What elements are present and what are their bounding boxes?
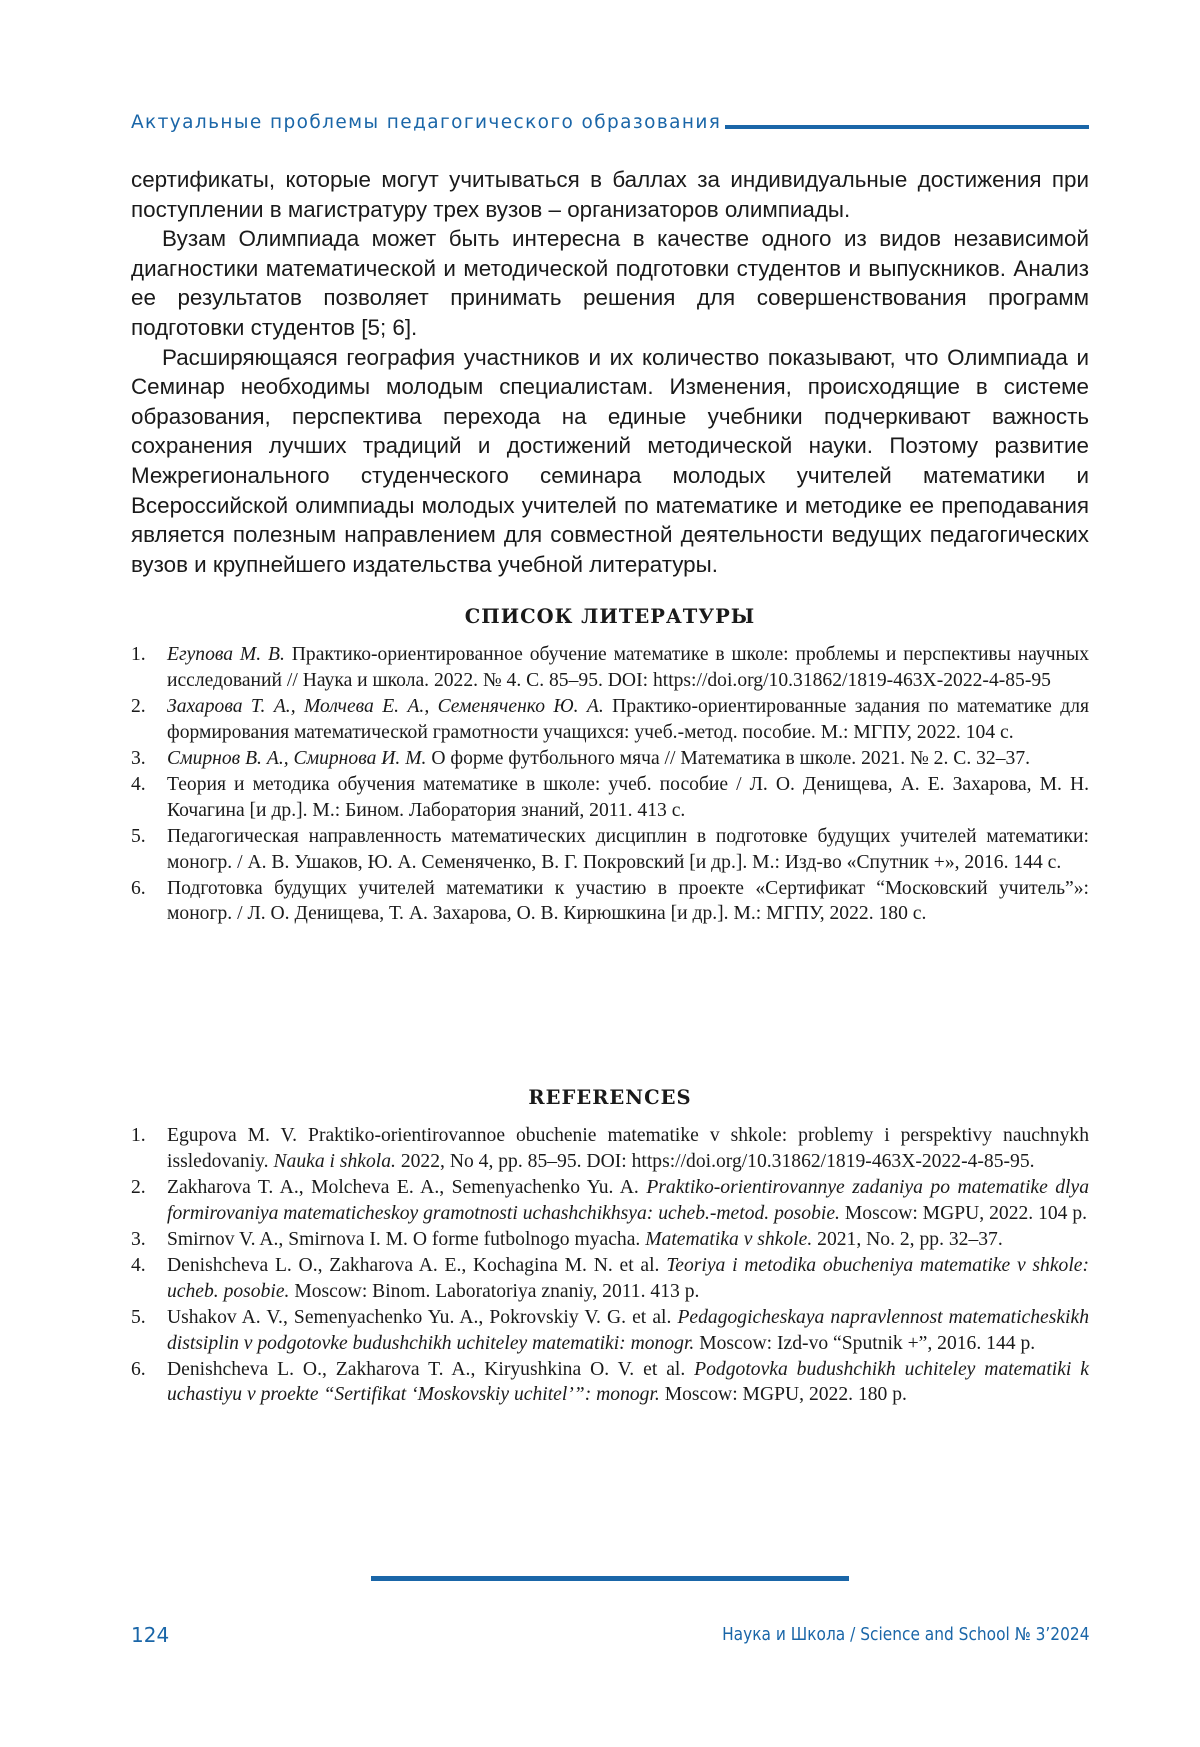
- body-paragraph: сертификаты, которые могут учитываться в баллах за индивидуальные достижения при поступлении в магистратуру трех вузов – организаторов олимпиады.: [131, 167, 1089, 222]
- reference-authors: Смирнов В. А., Смирнова И. М.: [167, 748, 427, 770]
- reference-part: Moscow: Izd-vo “Sputnik +”, 2016. 144 p.: [694, 1332, 1036, 1354]
- reference-part: Moscow: Binom. Laboratoriya znaniy, 2011. 413 p.: [289, 1280, 700, 1302]
- reference-number: 1.: [131, 1125, 146, 1147]
- reference-item: [131, 1253, 1089, 1304]
- reference-part: Smirnov V. A., Smirnova I. M. O forme futbolnogo myacha.: [167, 1229, 646, 1251]
- reference-text: [167, 1227, 1089, 1252]
- reference-part: Egupova M. V. Praktiko-orientirovannoe obuchenie matematike v shkole: problemy i perspektivy nauchnykh issledovaniy.: [167, 1125, 1089, 1172]
- reference-item: [131, 1357, 1089, 1408]
- reference-authors: Захарова Т. А., Молчева Е. А., Семеняченко Ю. А.: [167, 696, 604, 718]
- references-ru-title: СПИСОК ЛИТЕРАТУРЫ: [464, 605, 756, 628]
- reference-item: [131, 772, 1089, 823]
- reference-text: Теория и методика обучения математике в школе: учеб. пособие / Л. О. Денищева, А. Е. Захарова, М. Н. Кочагина [и др.]. М.: Бином. Лаборатория знаний, 2011. 413 с.: [167, 774, 1089, 821]
- reference-item: [131, 642, 1089, 693]
- reference-text: Педагогическая направленность математических дисциплин в подготовке будущих учителей математики: моногр. / А. В. Ушаков, Ю. А. Семеняченко, В. Г. Покровский [и др.]. М.: Изд-во «Спутник +», 2016. 144 с.: [167, 826, 1089, 873]
- reference-item: [131, 1227, 1089, 1252]
- reference-number: 4.: [131, 774, 146, 796]
- reference-source: Pedagogicheskaya napravlennost matematicheskikh distsiplin v podgotovke budushchikh uchiteley matematiki: monogr.: [167, 1307, 1089, 1354]
- footer-rule: [371, 1576, 849, 1581]
- reference-number: 6.: [131, 878, 146, 900]
- reference-item: [131, 746, 1089, 771]
- reference-number: 1.: [131, 644, 146, 666]
- reference-text: Подготовка будущих учителей математики к участию в проекте «Сертификат “Московский учитель”»: моногр. / Л. О. Денищева, Т. А. Захарова, О. В. Кирюшкина [и др.]. М.: МГПУ, 2022. 180 с.: [167, 878, 1089, 925]
- reference-part: Moscow: MGPU, 2022. 104 p.: [839, 1202, 1088, 1224]
- reference-body: Практико-ориентированное обучение математике в школе: проблемы и перспективы научных исследований // Наука и школа. 2022. № 4. С. 85–95. DOI: https://doi.org/10.31862/1819-463X-2022-4-85-95: [167, 644, 1089, 691]
- references-ru-list: [131, 642, 1089, 926]
- reference-part: Ushakov A. V., Semenyachenko Yu. A., Pokrovskiy V. G. et al.: [167, 1307, 678, 1329]
- reference-part: 2021, No. 2, pp. 32–37.: [812, 1229, 1003, 1251]
- reference-item: [131, 876, 1089, 927]
- reference-part: Moscow: MGPU, 2022. 180 p.: [659, 1384, 907, 1406]
- references-en-section: [131, 1085, 1089, 1409]
- reference-text: [167, 642, 1089, 693]
- reference-body: Практико-ориентированные задания по математике для формирования математической грамотности учащихся: учеб.-метод. пособие. М.: МГПУ, 2022. 104 с.: [167, 696, 1089, 743]
- reference-item: [131, 1175, 1089, 1226]
- reference-number: 3.: [131, 1229, 146, 1251]
- reference-source: Matematika v shkole.: [645, 1229, 813, 1251]
- reference-number: 4.: [131, 1255, 146, 1277]
- page-number: 124: [131, 1623, 170, 1647]
- reference-item: [131, 824, 1089, 875]
- reference-number: 5.: [131, 826, 146, 848]
- article-body: [131, 165, 1089, 579]
- reference-number: 2.: [131, 1177, 146, 1199]
- reference-authors: Егупова М. В.: [167, 644, 285, 666]
- reference-text: [167, 1123, 1089, 1174]
- reference-source: Teoriya i metodika obucheniya matematike v shkole: ucheb. posobie.: [167, 1255, 1090, 1302]
- reference-number: 3.: [131, 748, 146, 770]
- reference-source: Podgotovka budushchikh uchiteley matematiki k uchastiyu v proekte “Sertifikat ‘Moskovskiy uchitel’”: monogr.: [167, 1359, 1089, 1406]
- reference-body: О форме футбольного мяча // Математика в школе. 2021. № 2. С. 32–37.: [426, 748, 1031, 770]
- reference-number: 5.: [131, 1307, 146, 1329]
- running-header-title: Актуальные проблемы педагогического образования: [131, 111, 722, 133]
- body-paragraph: Вузам Олимпиада может быть интересна в качестве одного из видов независимой диагностики математической и методической подготовки студентов и выпускников. Анализ ее результатов позволяет принимать решения для совершенствования программ подготовки студентов [5; 6].: [131, 226, 1089, 340]
- reference-text: [167, 694, 1089, 745]
- journal-name: Наука и Школа / Science and School № 3’2024: [721, 1625, 1089, 1645]
- reference-part: 2022, No 4, pp. 85–95. DOI: https://doi.org/10.31862/1819-463X-2022-4-85-95.: [395, 1150, 1035, 1172]
- reference-part: Zakharova T. A., Molcheva E. A., Semenyachenko Yu. A.: [167, 1177, 647, 1199]
- reference-number: 2.: [131, 696, 146, 718]
- reference-number: 6.: [131, 1359, 146, 1381]
- reference-item: [131, 694, 1089, 745]
- reference-text: [167, 1175, 1089, 1226]
- running-header: [131, 104, 1089, 132]
- reference-part: Denishcheva L. O., Zakharova A. E., Kochagina M. N. et al.: [167, 1255, 667, 1277]
- reference-text: [167, 1357, 1089, 1408]
- reference-text: [167, 1253, 1089, 1304]
- reference-source: Praktiko-orientirovannye zadaniya po matematike dlya formirovaniya matematicheskoy gramotnosti uchashchikhsya: ucheb.-metod. posobie.: [167, 1177, 1089, 1224]
- references-en-list: [131, 1123, 1089, 1407]
- reference-source: Nauka i shkola.: [273, 1150, 396, 1172]
- body-paragraph: Расширяющаяся география участников и их количество показывают, что Олимпиада и Семинар необходимы молодым специалистам. Изменения, происходящие в системе образования, перспектива перехода на единые учебники подчеркивают важность сохранения лучших традиций и достижений методической науки. Поэтому развитие Межрегионального студенческого семинара молодых учителей математики и Всероссийской олимпиады молодых учителей по математике и методике ее преподавания является полезным направлением для совместной деятельности ведущих педагогических вузов и крупнейшего издательства учебной литературы.: [131, 344, 1089, 577]
- references-en-title: REFERENCES: [528, 1086, 692, 1109]
- header-rule: [725, 125, 1089, 129]
- reference-part: Denishcheva L. O., Zakharova T. A., Kiryushkina O. V. et al.: [167, 1359, 695, 1381]
- references-ru-section: [131, 604, 1089, 928]
- reference-text: [167, 1305, 1089, 1356]
- reference-text: [167, 746, 1089, 771]
- reference-item: [131, 1305, 1089, 1356]
- reference-item: [131, 1123, 1089, 1174]
